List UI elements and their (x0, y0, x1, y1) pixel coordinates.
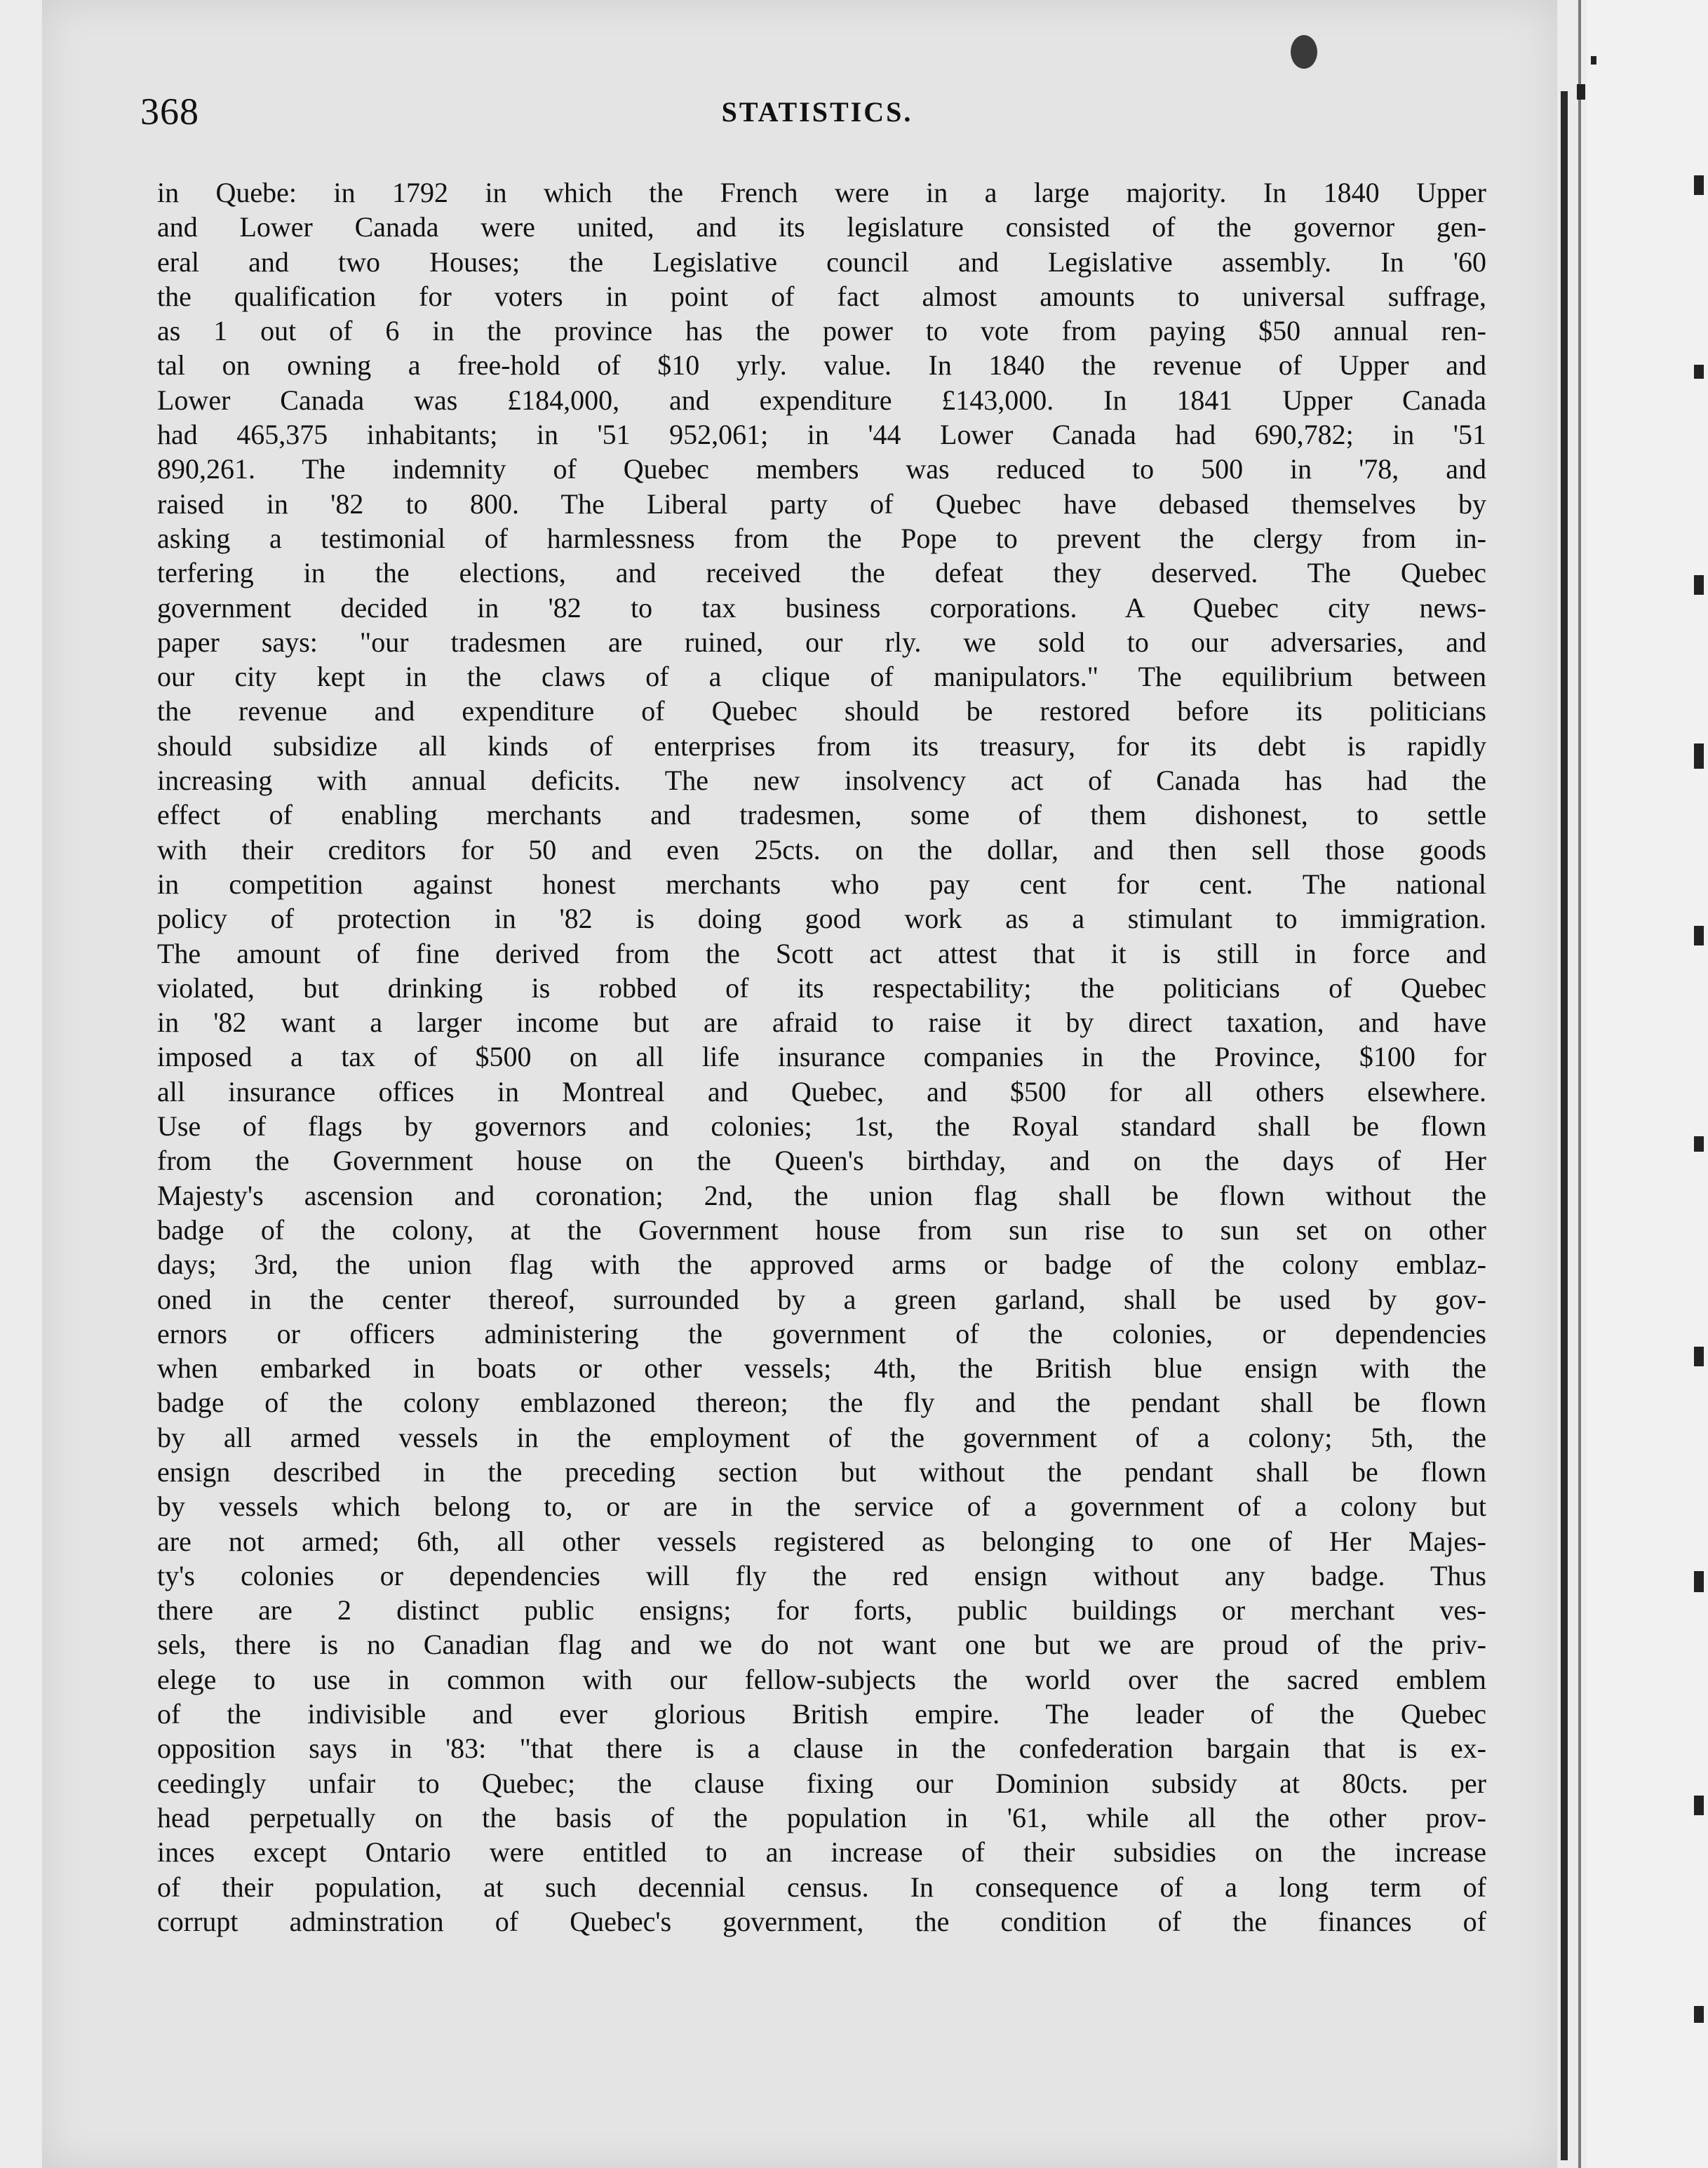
text-line: had 465,375 inhabitants; in '51 952,061; in '44 Lower Canada had 690,782; in '51 (157, 419, 1486, 451)
facing-page-glyph (1694, 575, 1704, 595)
text-line: and Lower Canada were united, and its legislature consisted of the governor gen- (157, 211, 1486, 243)
text-line: of their population, at such decennial census. In consequence of a long term of (157, 1871, 1486, 1903)
text-line: head perpetually on the basis of the population in '61, while all the other prov- (157, 1801, 1486, 1833)
running-head: STATISTICS. (721, 96, 913, 128)
facing-page-edge (1587, 0, 1708, 2168)
text-line: as 1 out of 6 in the province has the power to vote from paying $50 annual ren- (157, 315, 1486, 347)
text-line: Lower Canada was £184,000, and expenditure £143,000. In 1841 Upper Canada (157, 384, 1486, 416)
text-line: our city kept in the claws of a clique of manipulators." The equilibrium between (157, 661, 1486, 693)
page-number: 368 (140, 90, 199, 133)
text-line: days; 3rd, the union flag with the approved arms or badge of the colony emblaz- (157, 1248, 1486, 1281)
facing-page-glyph (1694, 743, 1704, 769)
text-line: badge of the colony, at the Government house from sun rise to sun set on other (157, 1213, 1486, 1246)
text-line: the qualification for voters in point of fact almost amounts to universal suffrage, (157, 280, 1486, 312)
text-line: The amount of fine derived from the Scott act attest that it is still in force and (157, 937, 1486, 969)
ink-smudge (1291, 35, 1317, 69)
text-line: by all armed vessels in the employment of the government of a colony; 5th, the (157, 1421, 1486, 1453)
text-line: 890,261. The indemnity of Quebec members was reduced to 500 in '78, and (157, 453, 1486, 485)
text-line: tal on owning a free-hold of $10 yrly. value. In 1840 the revenue of Upper and (157, 349, 1486, 382)
text-line: policy of protection in '82 is doing good work as a stimulant to immigration. (157, 903, 1486, 935)
text-line: Use of flags by governors and colonies; 1st, the Royal standard shall be flown (157, 1110, 1486, 1143)
text-line: raised in '82 to 800. The Liberal party of Quebec have debased themselves by (157, 487, 1486, 520)
text-line: badge of the colony emblazoned thereon; the fly and the pendant shall be flown (157, 1387, 1486, 1419)
text-line: inces except Ontario were entitled to an increase of their subsidies on the increase (157, 1836, 1486, 1869)
text-line: of the indivisible and ever glorious British empire. The leader of the Quebec (157, 1698, 1486, 1730)
facing-page-glyph (1694, 1796, 1704, 1815)
text-line: with their creditors for 50 and even 25cts. on the dollar, and then sell those goods (157, 833, 1486, 866)
text-line: all insurance offices in Montreal and Quebec, and $500 for all others elsewhere. (157, 1075, 1486, 1107)
text-line: opposition says in '83: "that there is a clause in the confederation bargain that is ex- (157, 1732, 1486, 1765)
text-line: ensign described in the preceding section but without the pendant shall be flown (157, 1455, 1486, 1488)
text-line: the revenue and expenditure of Quebec should be restored before its politicians (157, 695, 1486, 727)
facing-page-glyph (1694, 926, 1704, 945)
facing-page-glyph (1694, 175, 1704, 195)
text-line: imposed a tax of $500 on all life insurance companies in the Province, $100 for (157, 1041, 1486, 1073)
text-line: by vessels which belong to, or are in the service of a government of a colony but (157, 1490, 1486, 1523)
text-line: ernors or officers administering the government of the colonies, or dependencies (157, 1317, 1486, 1349)
text-line: corrupt adminstration of Quebec's government, the condition of the finances of (157, 1905, 1486, 1937)
margin-mark (1591, 56, 1596, 65)
text-line: paper says: "our tradesmen are ruined, our rly. we sold to our adversaries, and (157, 626, 1486, 658)
text-line: terfering in the elections, and received the defeat they deserved. The Quebec (157, 557, 1486, 589)
text-line: oned in the center thereof, surrounded by a green garland, shall be used by gov- (157, 1283, 1486, 1315)
text-line: Majesty's ascension and coronation; 2nd, the union flag shall be flown without the (157, 1179, 1486, 1211)
page-header (140, 90, 1494, 146)
facing-page-glyph (1694, 1136, 1704, 1152)
text-line: asking a testimonial of harmlessness from the Pope to prevent the clergy from in- (157, 522, 1486, 554)
text-line: from the Government house on the Queen's birthday, and on the days of Her (157, 1145, 1486, 1177)
facing-page-glyph (1694, 1571, 1704, 1592)
body-text (157, 175, 1486, 1939)
text-line: increasing with annual deficits. The new insolvency act of Canada has had the (157, 765, 1486, 797)
text-line: when embarked in boats or other vessels; 4th, the British blue ensign with the (157, 1352, 1486, 1385)
page-gutter-shadow (1561, 91, 1568, 2160)
text-line: in competition against honest merchants who pay cent for cent. The national (157, 868, 1486, 900)
page-edge-line (1578, 0, 1581, 2168)
text-line: sels, there is no Canadian flag and we do not want one but we are proud of the priv- (157, 1629, 1486, 1661)
text-line: ceedingly unfair to Quebec; the clause fixing our Dominion subsidy at 80cts. per (157, 1767, 1486, 1799)
text-line: violated, but drinking is robbed of its respectability; the politicians of Quebec (157, 971, 1486, 1004)
text-line: there are 2 distinct public ensigns; for forts, public buildings or merchant ves- (157, 1594, 1486, 1627)
text-line: ty's colonies or dependencies will fly the red ensign without any badge. Thus (157, 1559, 1486, 1591)
text-line: in '82 want a larger income but are afraid to raise it by direct taxation, and have (157, 1006, 1486, 1039)
facing-page-glyph (1694, 365, 1704, 379)
text-line: government decided in '82 to tax business corporations. A Quebec city news- (157, 591, 1486, 624)
text-line: should subsidize all kinds of enterprises from its treasury, for its debt is rapidly (157, 729, 1486, 762)
text-line: are not armed; 6th, all other vessels registered as belonging to one of Her Majes- (157, 1525, 1486, 1557)
text-line: effect of enabling merchants and tradesmen, some of them dishonest, to settle (157, 799, 1486, 831)
facing-page-glyph (1694, 2006, 1704, 2023)
text-line: in Quebe: in 1792 in which the French were in a large majority. In 1840 Upper (157, 177, 1486, 208)
text-line: eral and two Houses; the Legislative council and Legislative assembly. In '60 (157, 245, 1486, 278)
facing-page-glyph (1694, 1347, 1704, 1366)
margin-mark (1577, 84, 1585, 100)
text-line: elege to use in common with our fellow-subjects the world over the sacred emblem (157, 1663, 1486, 1695)
